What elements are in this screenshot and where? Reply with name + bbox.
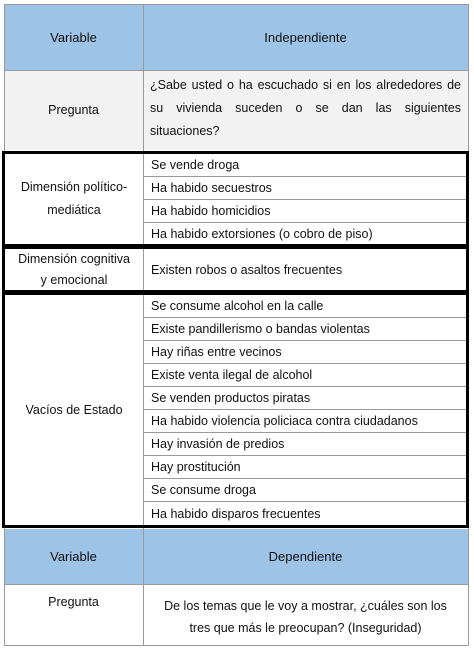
- dim-politico-label-1: Dimensión político-: [20, 180, 128, 194]
- list-item: Hay riñas entre vecinos: [144, 341, 466, 364]
- list-item: Existen robos o asaltos frecuentes: [151, 262, 343, 277]
- list-item: Ha habido disparos frecuentes: [151, 506, 321, 521]
- list-item: Hay invasión de predios: [144, 433, 466, 456]
- list-item: Ha habido secuestros: [144, 177, 466, 200]
- pregunta-top-text-cell: [143, 70, 468, 150]
- dim-cognitiva-items: [144, 249, 466, 290]
- dim-cognitiva-label-2: y emocional: [40, 272, 108, 287]
- header-variable-top: [4, 4, 143, 70]
- list-item: Existe pandillerismo o bandas violentas: [144, 318, 466, 341]
- list-item: Existe venta ilegal de alcohol: [144, 364, 466, 387]
- vacios-label: Vacíos de Estado: [25, 403, 123, 417]
- pregunta-bottom-label: Pregunta: [48, 595, 99, 609]
- header-dependiente: [143, 529, 468, 584]
- header-independiente-label: Independiente: [264, 29, 347, 45]
- pregunta-top-text: ¿Sabe usted o ha escuchado si en los alrededores de su vivienda suceden o se dan las siguientes situaciones?: [150, 78, 461, 138]
- vacios-items: [144, 295, 466, 525]
- list-item: Ha habido homicidios: [144, 200, 466, 223]
- pregunta-bottom-text-1: De los temas que le voy a mostrar, ¿cuáles son los: [164, 599, 447, 613]
- dim-politico-items: [144, 154, 466, 244]
- list-item: Ha habido violencia policiaca contra ciudadanos: [144, 410, 466, 433]
- dim-politico-label-cell: [5, 154, 143, 244]
- list-item: Se venden productos piratas: [144, 387, 466, 410]
- header-variable-label: Variable: [50, 29, 97, 45]
- list-item: Hay prostitución: [144, 456, 466, 479]
- list-item: Ha habido extorsiones (o cobro de piso): [151, 226, 373, 241]
- vacios-label-cell: [5, 295, 143, 525]
- header-variable-bottom-label: Variable: [50, 549, 97, 564]
- pregunta-bottom-label-cell: [4, 584, 143, 645]
- header-variable-bottom: [4, 529, 143, 584]
- pregunta-bottom-text-cell: [143, 584, 468, 645]
- pregunta-bottom-text-2: tres que más le preocupan? (Inseguridad): [189, 621, 422, 635]
- dim-politico-label-2: mediática: [47, 203, 101, 217]
- list-item: Se vende droga: [144, 154, 466, 177]
- list-item: Se consume droga: [144, 479, 466, 502]
- list-item: Se consume alcohol en la calle: [144, 295, 466, 318]
- header-dependiente-label: Dependiente: [268, 549, 343, 564]
- pregunta-top-label: Pregunta: [48, 103, 99, 117]
- dim-cognitiva-label-cell: [5, 249, 143, 290]
- pregunta-top-label-cell: [4, 70, 143, 150]
- dim-cognitiva-label-1: Dimensión cognitiva: [18, 251, 130, 266]
- header-independiente: [143, 4, 468, 70]
